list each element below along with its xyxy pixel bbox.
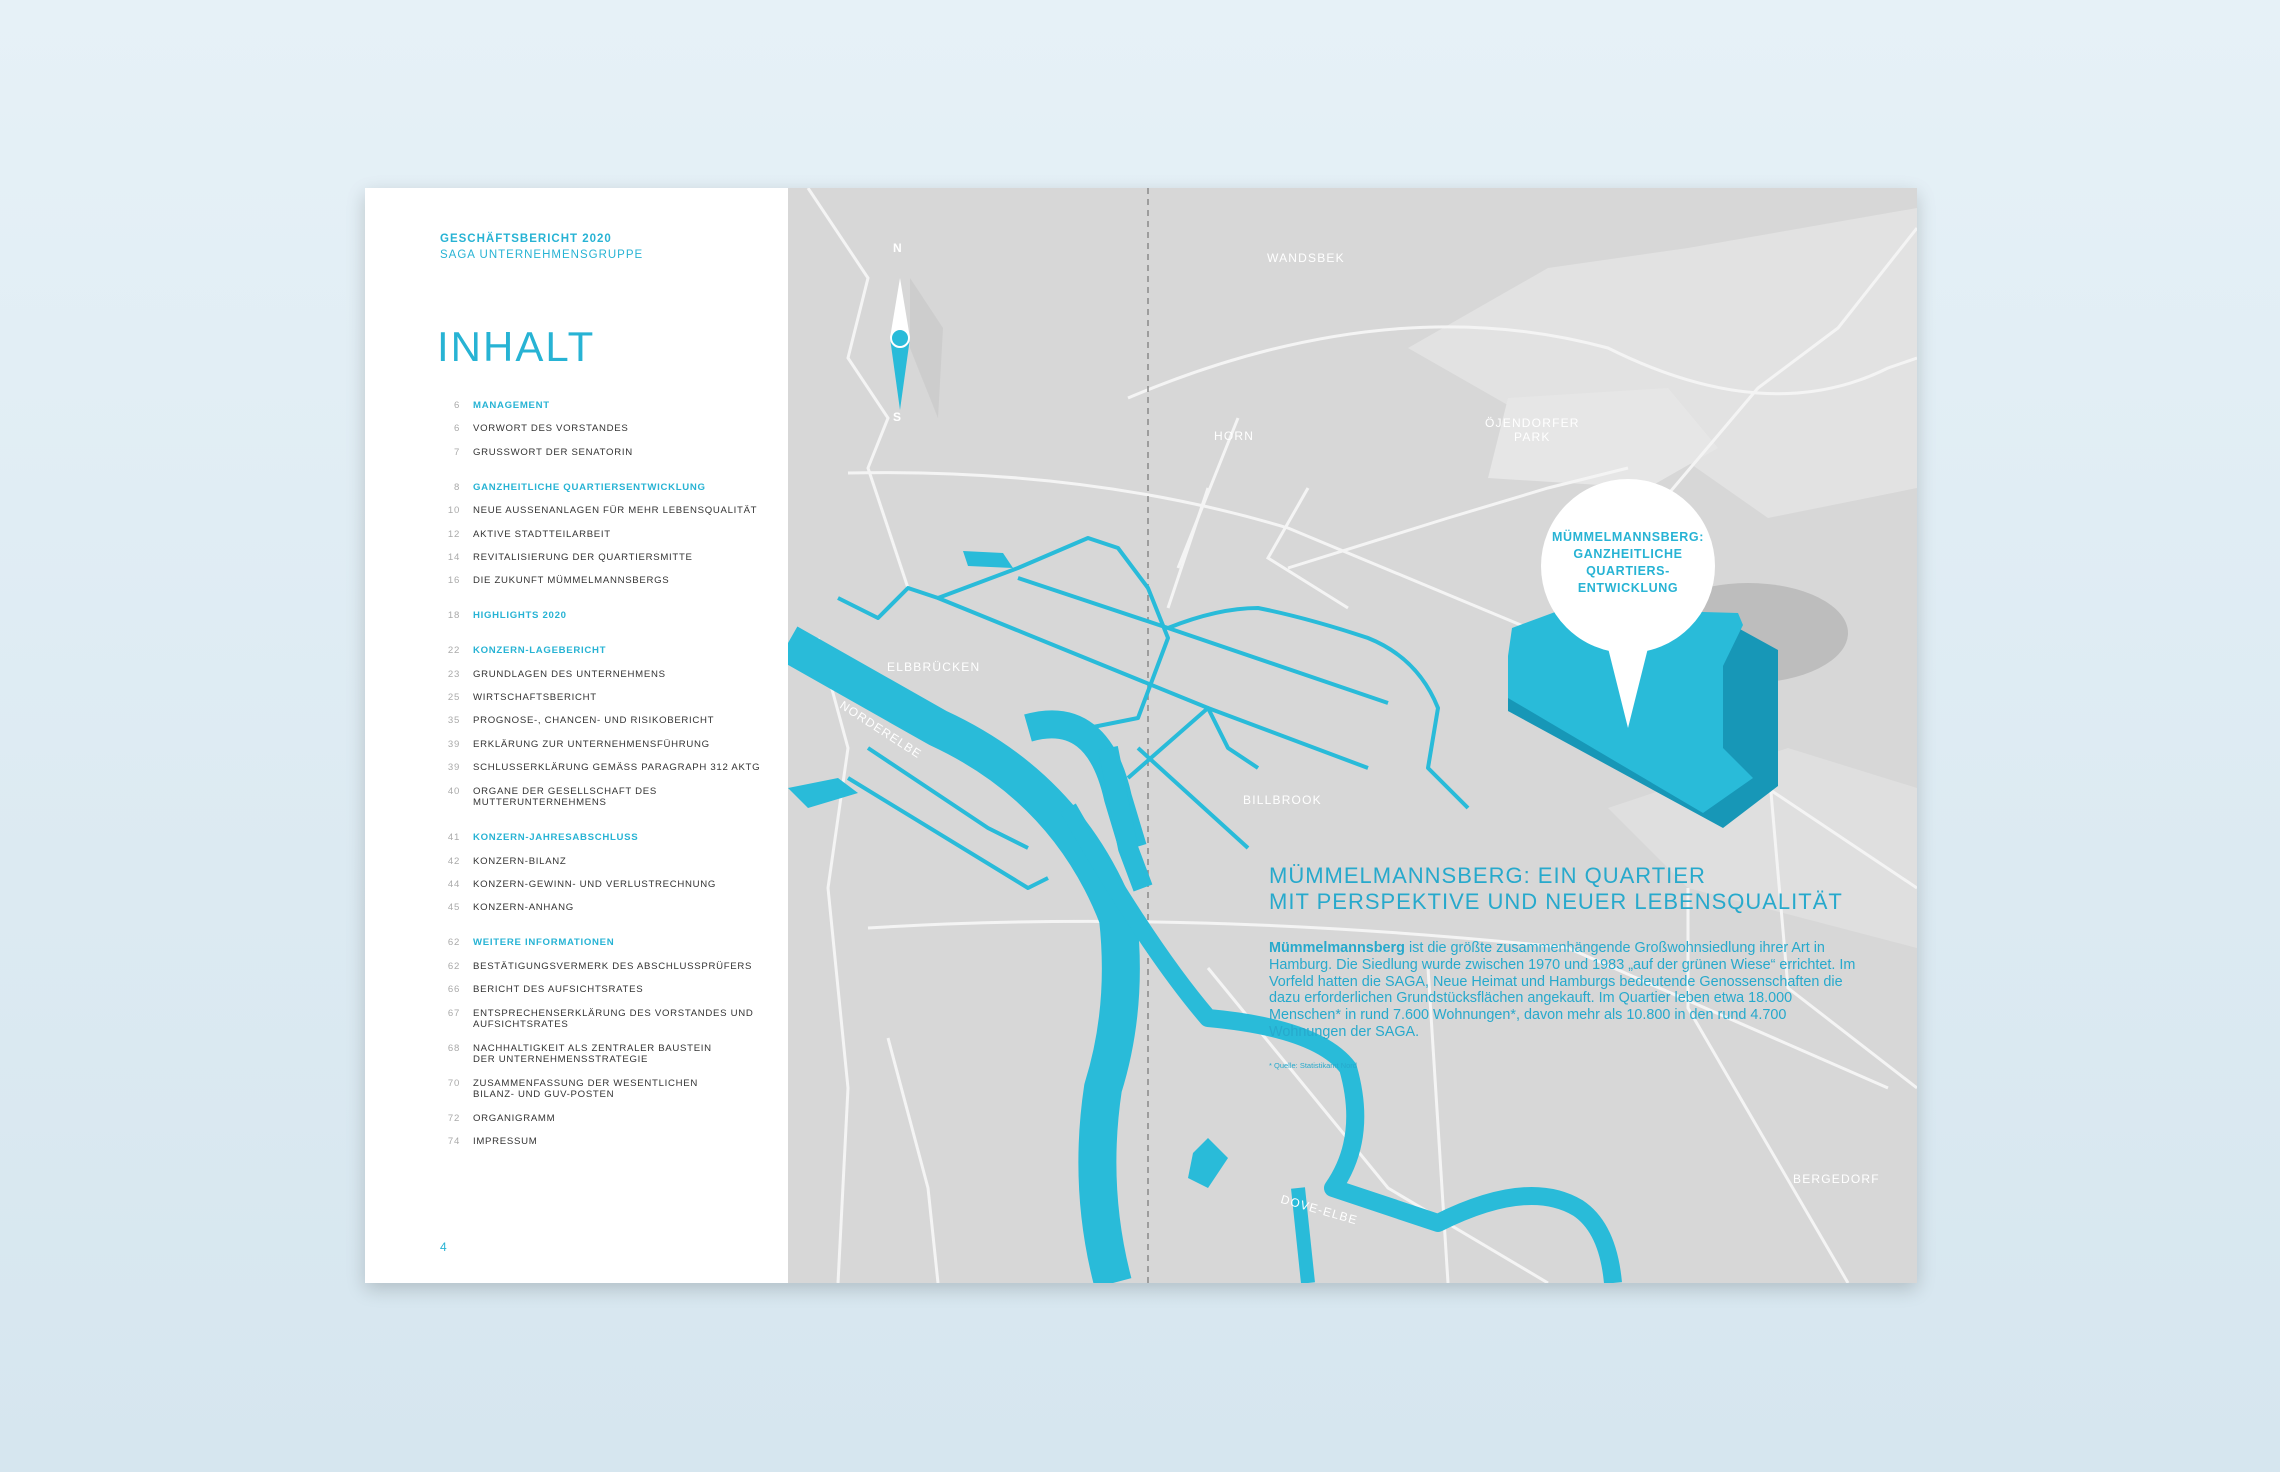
toc-entry[interactable] (438, 505, 768, 528)
report-spread (365, 188, 1917, 1283)
toc-entry[interactable] (438, 1113, 768, 1136)
toc-page-number: 68 (447, 1042, 460, 1054)
toc-label: KONZERN-LAGEBERICHT (473, 645, 607, 657)
toc-page-number: 23 (447, 668, 460, 680)
toc-page-number: 62 (447, 937, 460, 949)
toc-page-number: 14 (447, 551, 460, 563)
toc-page-number: 72 (447, 1112, 460, 1124)
compass-south-label: S (893, 410, 903, 424)
water-basin (1188, 1138, 1228, 1188)
toc-page-number: 6 (453, 423, 460, 435)
toc-page-number: 25 (447, 692, 460, 704)
toc-label: KONZERN-JAHRESABSCHLUSS (473, 832, 639, 844)
toc-section-heading[interactable] (438, 482, 768, 505)
compass-north-label: N (893, 241, 903, 255)
toc-section-heading[interactable] (438, 937, 768, 960)
water-basin (788, 778, 858, 808)
toc-section-heading[interactable] (438, 832, 768, 855)
toc-label: PROGNOSE-, CHANCEN- UND RISIKOBERICHT (473, 715, 715, 727)
toc-entry[interactable] (438, 902, 768, 925)
water-basin (963, 551, 1013, 568)
toc-entry[interactable] (438, 1043, 768, 1078)
toc-section-heading[interactable] (438, 645, 768, 668)
toc-entry[interactable] (438, 961, 768, 984)
toc-label: KONZERN-BILANZ (473, 855, 567, 867)
toc-label: BERICHT DES AUFSICHTSRATES (473, 984, 644, 996)
toc-entry[interactable] (438, 762, 768, 785)
toc-entry[interactable] (438, 669, 768, 692)
toc-entry[interactable] (438, 984, 768, 1007)
toc-entry[interactable] (438, 786, 768, 821)
toc-entry[interactable] (438, 447, 768, 470)
toc-entry[interactable] (438, 879, 768, 902)
map-label-bergedorf: BERGEDORF (1793, 1172, 1880, 1186)
article-text: ist die größte zusammenhängende Großwohnsiedlung ihrer Art in Hamburg. Die Siedlung wurde zwischen 1970 und 1983 „auf der grünen Wiese“ errichtet. Im Vorfeld hatten die SAGA, Neue Heimat und Hamburgs bedeutende Genossenschaften die dazu erforderlichen Grundstücksflächen angekauft. Im Quartier leben etwa 18.000 Menschen* in rund 7.600 Wohnungen*, davon mehr als 10.800 in den rund 4.700 Wohnungen der SAGA. (1269, 940, 1856, 1040)
toc-label: DIE ZUKUNFT MÜMMELMANNSBERGS (473, 575, 670, 587)
toc-entry[interactable] (438, 739, 768, 762)
toc-label: MANAGEMENT (473, 400, 550, 411)
report-title: GESCHÄFTSBERICHT 2020 (440, 233, 612, 245)
toc-label: ORGANIGRAMM (473, 1112, 556, 1124)
toc-page-number: 22 (447, 645, 460, 657)
toc-page-number: 12 (447, 528, 460, 540)
toc-label: GRUSSWORT DER SENATORIN (473, 446, 633, 458)
map-label-horn: HORN (1214, 429, 1255, 443)
toc-label: WIRTSCHAFTSBERICHT (473, 692, 597, 704)
toc-label: AKTIVE STADTTEILARBEIT (473, 528, 611, 540)
toc-label: ZUSAMMENFASSUNG DER WESENTLICHEN BILANZ- UND GUV-POSTEN (473, 1077, 698, 1101)
toc-page-number: 39 (447, 762, 460, 774)
toc-label: WEITERE INFORMATIONEN (473, 937, 615, 949)
map-label-elbbruecken: ELBBRÜCKEN (887, 660, 981, 674)
toc-label: IMPRESSUM (473, 1135, 538, 1147)
toc-page-number: 35 (447, 715, 460, 727)
toc-entry[interactable] (438, 715, 768, 738)
toc-page-number: 10 (447, 505, 460, 517)
toc-page-number: 45 (447, 902, 460, 914)
headline-line-2: MIT PERSPEKTIVE UND NEUER LEBENSQUALITÄT (1269, 889, 1843, 914)
page-number: 4 (440, 1240, 447, 1254)
toc-page-number: 18 (447, 610, 460, 622)
article-headline (1269, 863, 1843, 915)
toc-label: REVITALISIERUNG DER QUARTIERSMITTE (473, 551, 693, 563)
toc-label: BESTÄTIGUNGSVERMERK DES ABSCHLUSSPRÜFERS (473, 960, 753, 972)
map-label-dove-elbe: DOVE-ELBE (1279, 1192, 1360, 1228)
toc-section-heading[interactable] (438, 400, 768, 423)
toc-page-number: 16 (447, 575, 460, 587)
article-body (1269, 940, 1859, 1041)
toc-label: HIGHLIGHTS 2020 (473, 610, 567, 622)
headline-line-1: MÜMMELMANNSBERG: EIN QUARTIER (1269, 863, 1706, 888)
toc-section-heading[interactable] (438, 610, 768, 633)
map-label-norderelbe: NORDERELBE (837, 698, 925, 762)
toc-page-number: 66 (447, 984, 460, 996)
toc-label: ERKLÄRUNG ZUR UNTERNEHMENSFÜHRUNG (473, 738, 710, 750)
toc-page-number: 8 (453, 481, 460, 493)
toc-page-number: 6 (453, 400, 460, 411)
map-label-oejendorfer-park: ÖJENDORFER PARK (1485, 416, 1580, 444)
toc-label: SCHLUSSERKLÄRUNG GEMÄSS PARAGRAPH 312 AKTG (473, 762, 761, 774)
toc-label: NEUE AUSSENANLAGEN FÜR MEHR LEBENSQUALITÄT (473, 505, 758, 517)
toc-entry[interactable] (438, 692, 768, 715)
map-label-billbrook: BILLBROOK (1243, 793, 1322, 807)
toc-label: GRUNDLAGEN DES UNTERNEHMENS (473, 668, 666, 680)
toc-page-number: 42 (447, 855, 460, 867)
toc-label: KONZERN-GEWINN- UND VERLUSTRECHNUNG (473, 879, 717, 891)
map-label-wandsbek: WANDSBEK (1267, 251, 1345, 265)
company-name: SAGA UNTERNEHMENSGRUPPE (440, 249, 644, 261)
toc-label: NACHHALTIGKEIT ALS ZENTRALER BAUSTEIN DER UNTERNEHMENSSTRATEGIE (473, 1042, 712, 1066)
toc-page-number: 67 (447, 1007, 460, 1019)
toc-page-number: 62 (447, 960, 460, 972)
map-graphic (788, 188, 1917, 1283)
callout-text: MÜMMELMANNSBERG: GANZHEITLICHE QUARTIERS- ENTWICKLUNG (1552, 530, 1704, 595)
toc-entry[interactable] (438, 423, 768, 446)
table-of-contents (438, 400, 768, 1159)
toc-entry[interactable] (438, 1008, 768, 1043)
toc-label: VORWORT DES VORSTANDES (473, 423, 629, 435)
toc-entry[interactable] (438, 1136, 768, 1159)
contents-title: INHALT (437, 323, 596, 370)
toc-label: ORGANE DER GESELLSCHAFT DES MUTTERUNTERNEHMENS (473, 785, 657, 809)
toc-entry[interactable] (438, 552, 768, 575)
toc-label: ENTSPRECHENSERKLÄRUNG DES VORSTANDES UND AUFSICHTSRATES (473, 1007, 754, 1031)
toc-page-number: 44 (447, 879, 460, 891)
toc-entry[interactable] (438, 856, 768, 879)
toc-entry[interactable] (438, 575, 768, 598)
toc-label: KONZERN-ANHANG (473, 902, 574, 914)
contents-page (365, 188, 788, 1283)
toc-entry[interactable] (438, 1078, 768, 1113)
district-map (788, 188, 1917, 1283)
toc-page-number: 7 (453, 446, 460, 458)
article-lead: Mümmelmannsberg (1269, 940, 1405, 956)
toc-page-number: 39 (447, 738, 460, 750)
source-footnote: * Quelle: Statistikamt Nord (1269, 1061, 1357, 1070)
compass-icon (890, 278, 943, 418)
toc-label: GANZHEITLICHE QUARTIERSENTWICKLUNG (473, 481, 706, 493)
toc-entry[interactable] (438, 529, 768, 552)
toc-page-number: 40 (447, 785, 460, 797)
toc-page-number: 70 (447, 1077, 460, 1089)
toc-page-number: 41 (447, 832, 460, 844)
toc-page-number: 74 (447, 1135, 460, 1147)
